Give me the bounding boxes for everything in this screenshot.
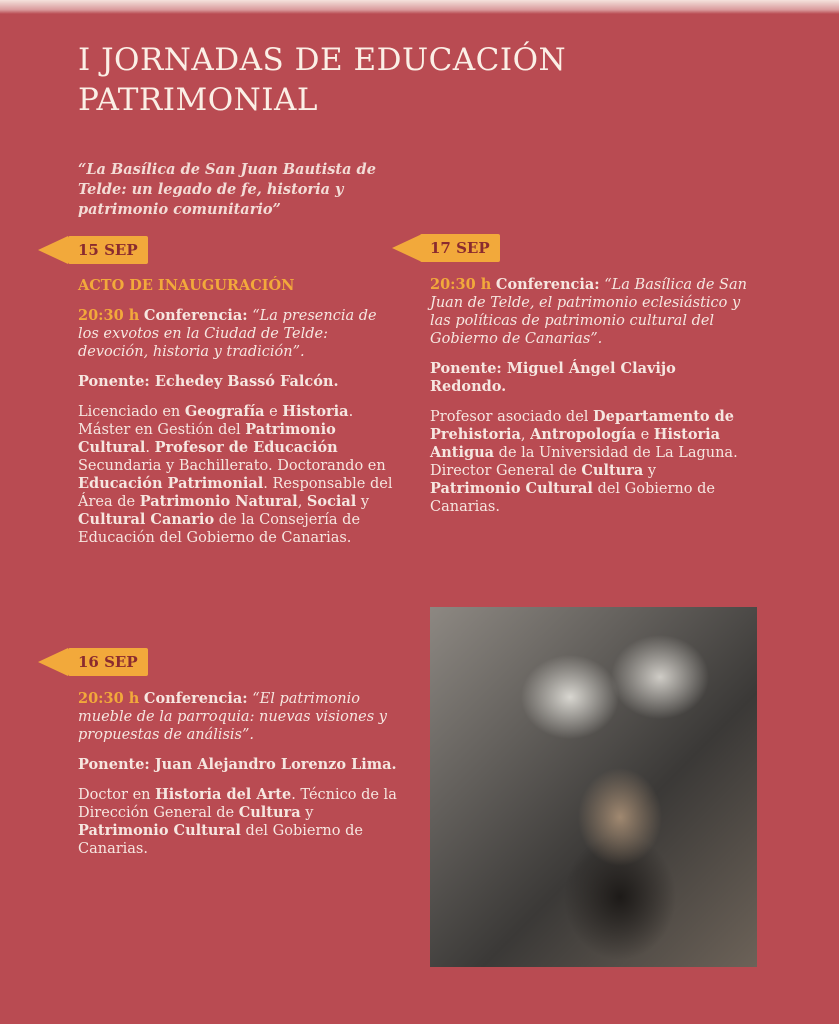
date-badge: 15 SEP (68, 236, 148, 264)
bio-text: de la Consejería de Educación del Gobierno de Canarias. (78, 512, 361, 546)
bio-text: Doctor en (78, 787, 156, 803)
speaker: Ponente: Echedey Bassó Falcón. (78, 373, 339, 390)
bio-text: . Técnico de la Dirección General de (78, 787, 397, 821)
bio-highlight: Historia (282, 403, 349, 420)
event-time: 20:30 h (78, 307, 140, 324)
bio-text: y (643, 463, 657, 479)
bio-text: , (297, 494, 307, 510)
bio-highlight: Cultura (238, 804, 301, 821)
bio-text: y (356, 494, 370, 510)
conf-title: “La Basílica de San Juan de Telde, el patrimonio eclesiástico y las políticas de patrimonio cultural del Gobierno de Canarias”. (430, 277, 747, 347)
bio-text: Secundaria y Bachillerato. Doctorando en (78, 458, 386, 474)
bio-text: y (300, 805, 314, 821)
conf-label: Conferencia: (143, 307, 248, 324)
event-16 (78, 690, 398, 870)
christ-sculpture-photo (430, 607, 757, 967)
bio-highlight: Patrimonio Cultural (430, 480, 593, 497)
bio-highlight: Educación Patrimonial (78, 475, 264, 492)
event-heading: ACTO DE INAUGURACIÓN (78, 277, 295, 294)
bio-text: Profesor asociado del (430, 409, 594, 425)
page-title (78, 40, 566, 120)
subtitle: “La Basílica de San Juan Bautista de Telde: un legado de fe, historia y patrimonio comunitario” (78, 161, 376, 218)
speaker: Ponente: Miguel Ángel Clavijo Redondo. (430, 360, 676, 395)
bio-highlight: Social (306, 493, 357, 510)
bio-text: e (264, 404, 283, 420)
conf-label: Conferencia: (143, 690, 248, 707)
speaker: Ponente: Juan Alejandro Lorenzo Lima. (78, 756, 397, 773)
bio-highlight: Historia del Arte (155, 786, 292, 803)
event-17 (430, 276, 750, 528)
bio-text: . Responsable del Área de (78, 476, 393, 510)
title-line: PATRIMONIAL (78, 82, 318, 118)
conf-title: “La presencia de los exvotos en la Ciudad de Telde: devoción, historia y tradición”. (78, 308, 377, 360)
date-badge: 17 SEP (420, 234, 500, 262)
bio-text: . (145, 440, 155, 456)
bio-highlight: Patrimonio Cultural (78, 822, 241, 839)
flame-icon (38, 236, 68, 264)
bio-text: del Gobierno de Canarias. (78, 823, 363, 857)
speaker-bio (78, 403, 398, 547)
flame-icon (38, 648, 68, 676)
conf-title: “El patrimonio mueble de la parroquia: nuevas visiones y propuestas de análisis”. (78, 691, 388, 743)
conf-label: Conferencia: (495, 276, 600, 293)
event-time: 20:30 h (78, 690, 140, 707)
date-badge: 16 SEP (68, 648, 148, 676)
bio-highlight: Antropología (530, 426, 636, 443)
top-banner (0, 0, 839, 14)
bio-text: . Máster en Gestión del (78, 404, 354, 438)
bio-text: del Gobierno de Canarias. (430, 481, 715, 515)
bio-highlight: Cultura (581, 462, 644, 479)
bio-text: e (635, 427, 654, 443)
bio-highlight: Historia Antigua (430, 426, 721, 461)
bio-text: , (520, 427, 531, 443)
flame-icon (392, 234, 422, 262)
bio-highlight: Departamento de Prehistoria (430, 408, 734, 443)
event-time: 20:30 h (430, 276, 492, 293)
bio-text: Licenciado en (78, 404, 185, 420)
speaker-bio (430, 408, 750, 516)
title-line: I JORNADAS DE EDUCACIÓN (78, 42, 567, 78)
bio-highlight: Cultural Canario (78, 511, 215, 528)
bio-highlight: Profesor de Educación (154, 439, 338, 456)
bio-highlight: Geografía (184, 403, 265, 420)
bio-text: de la Universidad de La Laguna. Director General de (430, 445, 738, 479)
bio-highlight: Patrimonio Natural (139, 493, 298, 510)
event-15 (78, 277, 398, 559)
bio-highlight: Patrimonio Cultural (78, 421, 336, 456)
speaker-bio (78, 786, 398, 858)
